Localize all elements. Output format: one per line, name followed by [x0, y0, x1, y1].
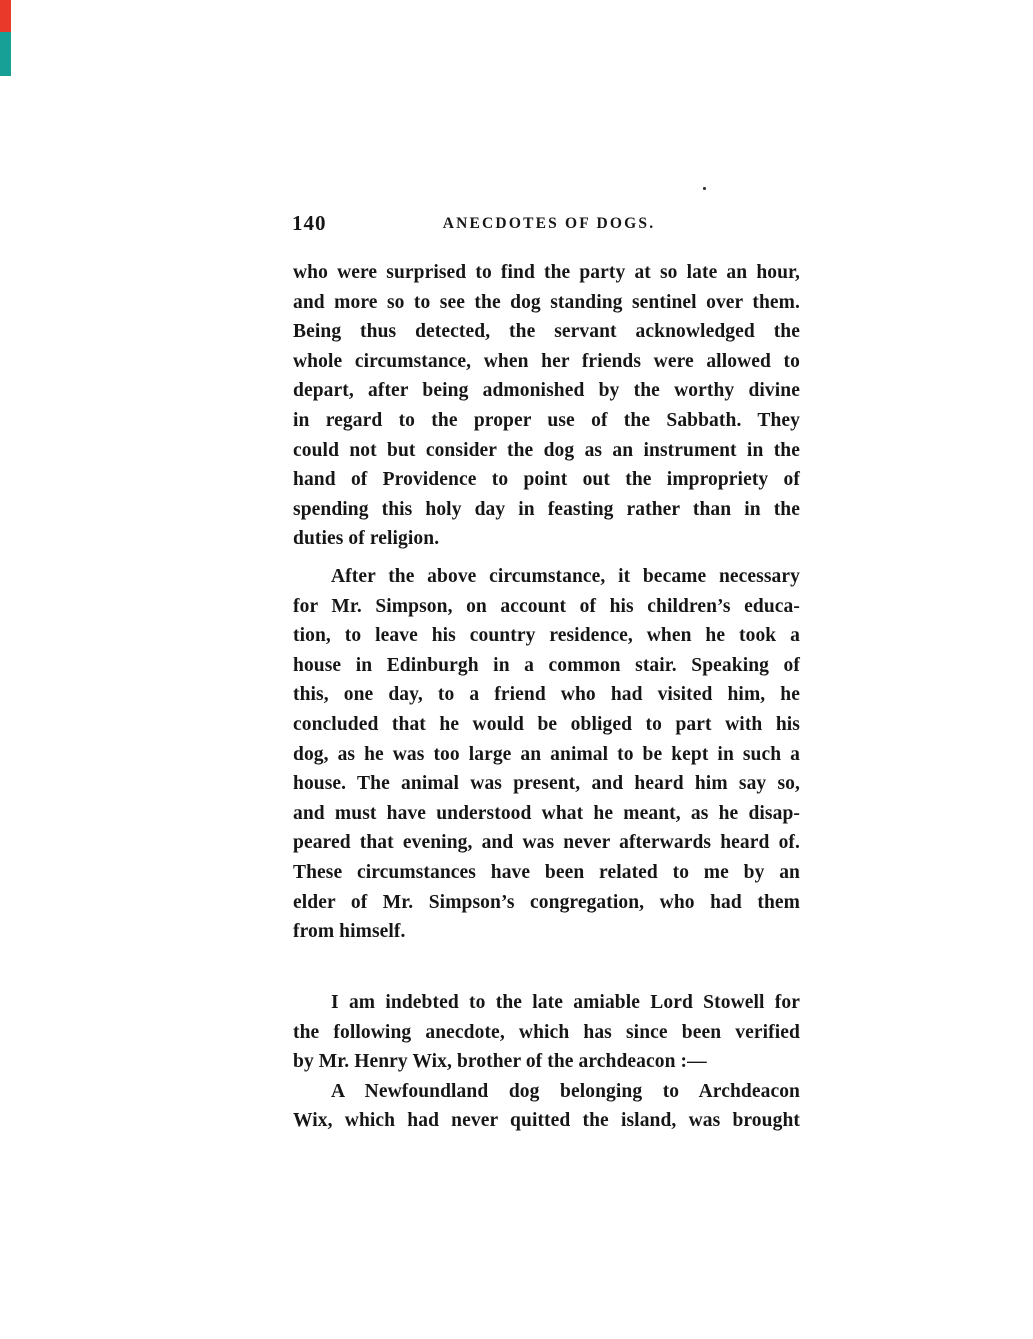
running-header-title: ANECDOTES OF DOGS. — [442, 215, 656, 232]
text-line: in regard to the proper use of the Sabbath. They — [293, 409, 800, 431]
text-line: could not but consider the dog as an instrument in the — [293, 439, 800, 461]
text-line: dog, as he was too large an animal to be kept in such a — [293, 743, 800, 765]
text-line: from himself. — [293, 921, 406, 943]
text-block — [293, 258, 800, 554]
text-line: depart, after being admonished by the worthy divine — [293, 380, 800, 402]
text-line: I am indebted to the late amiable Lord Stowell for — [331, 992, 800, 1013]
text-line: house in Edinburgh in a common stair. Speaking of — [293, 654, 800, 676]
text-line: tion, to leave his country residence, when he took a — [293, 625, 800, 647]
text-line: this, one day, to a friend who had visited him, he — [293, 684, 800, 706]
text-line: house. The animal was present, and heard him say so, — [293, 773, 800, 795]
text-line: A Newfoundland dog belonging to Archdeacon — [331, 1080, 800, 1102]
text-line: who were surprised to find the party at so late an hour, — [293, 262, 800, 283]
paragraph — [293, 988, 800, 1077]
ink-speck-artifact — [703, 187, 706, 190]
text-line: by Mr. Henry Wix, brother of the archdeacon :— — [293, 1051, 707, 1073]
text-block — [293, 988, 800, 1136]
page-number: 140 — [292, 211, 327, 235]
text-line: for Mr. Simpson, on account of his children’s educa- — [293, 595, 800, 617]
text-line: peared that evening, and was never afterwards heard of. — [293, 832, 800, 854]
text-line: After the above circumstance, it became necessary — [331, 566, 800, 587]
paragraph — [293, 1077, 800, 1136]
text-line: duties of religion. — [293, 528, 440, 550]
text-line: elder of Mr. Simpson’s congregation, who had them — [293, 891, 800, 913]
text-line: Being thus detected, the servant acknowledged the — [293, 321, 800, 343]
text-line: Wix, which had never quitted the island, was brought — [293, 1110, 800, 1132]
paragraph — [293, 562, 800, 947]
text-line: spending this holy day in feasting rather than in the — [293, 498, 800, 520]
text-line: hand of Providence to point out the impropriety of — [293, 469, 800, 491]
text-line: the following anecdote, which has since been verified — [293, 1021, 800, 1043]
paragraph — [293, 258, 800, 554]
text-block — [293, 562, 800, 947]
text-line: whole circumstance, when her friends were allowed to — [293, 350, 800, 372]
scan-color-mark-red — [0, 0, 11, 32]
scan-color-mark-teal — [0, 32, 11, 76]
text-line: and must have understood what he meant, as he disap- — [293, 802, 800, 824]
text-line: These circumstances have been related to me by an — [293, 861, 800, 883]
text-line: and more so to see the dog standing sentinel over them. — [293, 291, 800, 313]
text-line: concluded that he would be obliged to part with his — [293, 713, 800, 735]
